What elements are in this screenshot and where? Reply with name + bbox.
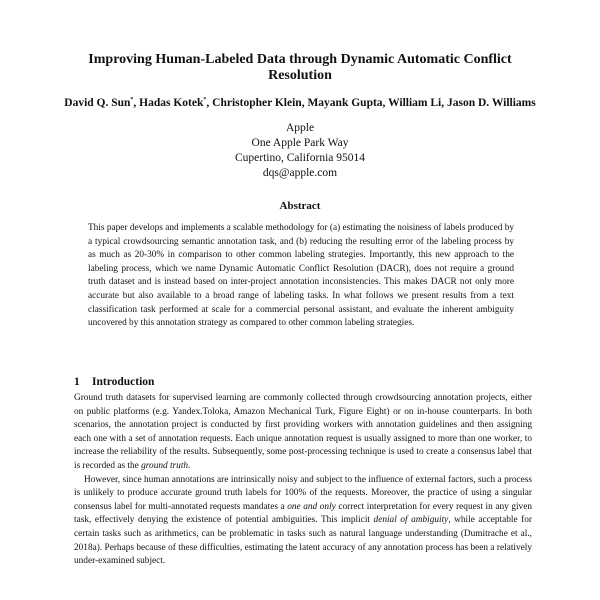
author-name: Christopher Klein [212,96,302,109]
affiliation-org: Apple [285,122,315,134]
paragraph-text: However, since human annotations are intrinsically noisy and subject to the influence of external factors, such a process is unlikely to produce accurate ground truth labels for 100% of the requests. Moreover, the practice of using a singular consensus label for multi-annotated requests mandates a [74,474,532,512]
emphasis-text: one and only [287,501,336,512]
author-name: Jason D. Williams [447,96,536,109]
affiliation-street: One Apple Park Way [251,137,349,149]
emphasis-text: denial of ambiguity [373,515,449,526]
author-separator: , [382,96,389,109]
author-name: David Q. Sun [64,96,131,109]
author-name: William Li [388,96,442,109]
contact-email[interactable]: dqs@apple.com [262,167,338,179]
section-title: Introduction [92,376,155,388]
paper-title: Improving Human-Labeled Data through Dynamic Automatic Conflict Resolution [88,52,512,83]
section-body [74,392,532,569]
paragraph-text: Ground truth datasets for supervised learning are commonly collected through crowdsourcing annotation projects, either on public platforms (e.g. Yandex.Toloka, Amazon Mechanical Turk, Figure Eight) or on in-house counterparts. In both scenarios, the annotation project is conducted by first providing workers with annotation guidelines and then assigning each one with a set of annotation requests. Each unique annotation request is usually assigned to more than one worker, to increase the reliability of the results. Subsequently, some post-processing technique is used to create a consensus label that is recorded as the [74,393,532,471]
author [388,97,447,109]
author-mark: * [130,97,134,103]
abstract-body: This paper develops and implements a scalable methodology for (a) estimating the noisiness of labels produced by a typical crowdsourcing semantic annotation task, and (b) reducing the resulting error of the labeling process by as much as 20-30% in comparison to other common labeling strategies. Importantly, this new approach to the labeling process, which we name Dynamic Automatic Conflict Resolution (DACR), does not require a ground truth dataset and is instead based on inter-project annotation inconsistencies. This makes DACR not only more accurate but also available to a broad range of labeling tasks. In what follows we present results from a text classification task performed at scale for a commercial personal assistant, and evaluate the inherent ambiguity uncovered by this annotation strategy as compared to other common labeling strategies. [88,223,514,329]
affiliation-block [150,121,450,181]
author-separator: , [301,96,308,109]
paragraph-text: . [188,460,191,471]
author [212,97,307,109]
author [447,97,536,109]
author-separator: , [206,96,213,109]
author [307,97,388,109]
section-heading [74,375,374,389]
paragraph [74,392,532,474]
paragraph [74,474,532,569]
author-mark: * [203,97,207,103]
section-number: 1 [74,376,80,388]
abstract-heading: Abstract [279,200,321,212]
paragraph-text: correct interpretation for every request in any given task, effectively denying the existence of potential ambiguities. This implicit [74,501,532,526]
author [64,97,139,109]
author [139,97,212,109]
paragraph-text: , while acceptable for certain tasks such as arithmetics, can be problematic in tasks such as natural language understanding (Dumitrache et al., 2018a). Perhaps because of these difficulties, estimating the latent accuracy of any annotation process has been a relatively under-examined subject. [74,515,533,567]
author-separator: , [133,96,140,109]
emphasis-text: ground truth [141,460,189,471]
author-name: Hadas Kotek [139,96,204,109]
affiliation-city: Cupertino, California 95014 [235,152,365,164]
author-list [20,93,580,110]
author-separator: , [441,96,447,109]
author-name: Mayank Gupta [307,96,383,109]
